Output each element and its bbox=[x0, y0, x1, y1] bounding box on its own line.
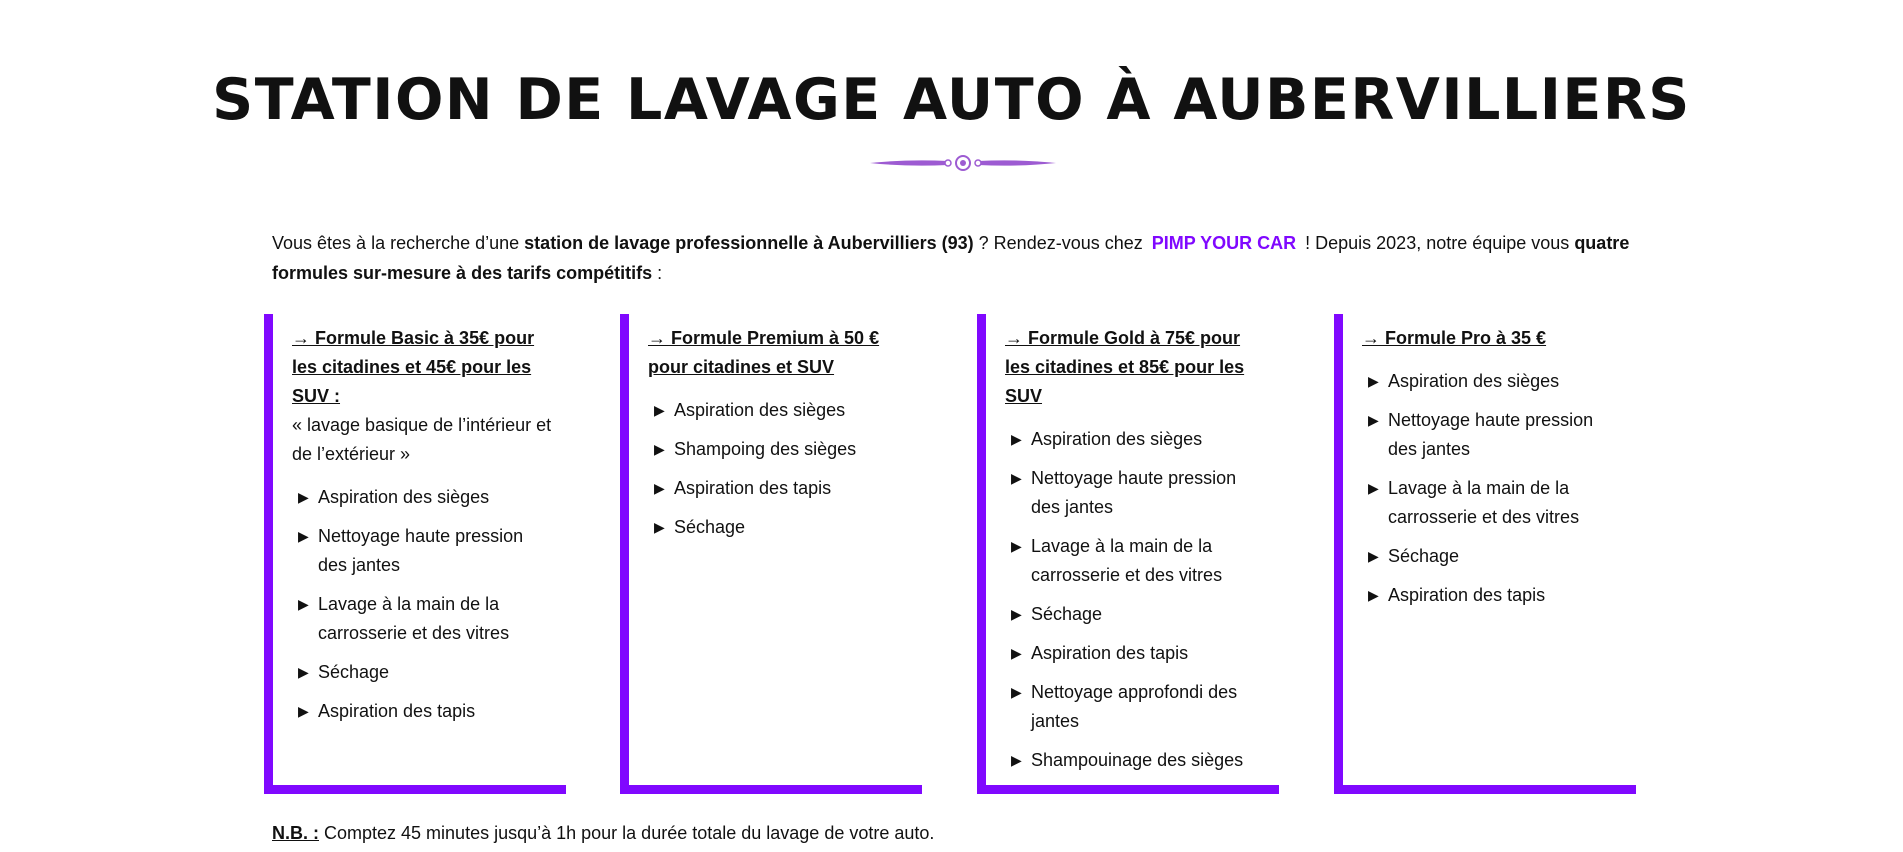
list-item-label: Shampoing des sièges bbox=[674, 439, 857, 459]
bullet-triangle-icon: ▶ bbox=[1011, 431, 1022, 447]
bullet-triangle-icon: ▶ bbox=[298, 664, 309, 680]
list-item-label: Séchage bbox=[674, 517, 746, 537]
list-item-label: Aspiration des sièges bbox=[1388, 371, 1560, 391]
list-item bbox=[648, 513, 908, 542]
list-item bbox=[648, 474, 908, 503]
card-formule-pro bbox=[1334, 314, 1636, 794]
card-feature-list bbox=[648, 396, 908, 542]
list-item-label: Séchage bbox=[1031, 604, 1103, 624]
bullet-triangle-icon: ▶ bbox=[1011, 538, 1022, 554]
list-item-label: Aspiration des tapis bbox=[318, 701, 476, 721]
bullet-triangle-icon: ▶ bbox=[1011, 684, 1022, 700]
note-paragraph bbox=[272, 818, 934, 848]
intro-bold-2: quatre formules sur-mesure à des tarifs compétitifs bbox=[272, 233, 1630, 283]
list-item bbox=[1005, 678, 1265, 736]
intro-bold-1: station de lavage professionnelle à Aubervilliers (93) bbox=[524, 233, 974, 253]
intro-text-3: ! Depuis 2023, notre équipe vous bbox=[1300, 233, 1575, 253]
list-item bbox=[1005, 425, 1265, 454]
bullet-triangle-icon: ▶ bbox=[654, 519, 665, 535]
list-item bbox=[1362, 581, 1622, 610]
note-text: Comptez 45 minutes jusqu’à 1h pour la durée totale du lavage de votre auto. bbox=[319, 823, 935, 843]
list-item-label: Lavage à la main de la carrosserie et des vitres bbox=[1031, 536, 1223, 585]
list-item bbox=[1362, 406, 1622, 464]
bullet-triangle-icon: ▶ bbox=[298, 528, 309, 544]
bullet-triangle-icon: ▶ bbox=[1368, 373, 1379, 389]
intro-text-4: : bbox=[652, 263, 663, 283]
list-item bbox=[1362, 367, 1622, 396]
list-item bbox=[292, 658, 552, 687]
list-item bbox=[292, 483, 552, 512]
card-feature-list bbox=[292, 483, 552, 726]
list-item-label: Nettoyage haute pression des jantes bbox=[1031, 468, 1237, 517]
list-item bbox=[648, 435, 908, 464]
bullet-triangle-icon: ▶ bbox=[1368, 480, 1379, 496]
bullet-triangle-icon: ▶ bbox=[1011, 752, 1022, 768]
card-feature-list bbox=[1362, 367, 1622, 610]
intro-paragraph bbox=[272, 228, 1652, 288]
list-item-label: Aspiration des sièges bbox=[674, 400, 846, 420]
bullet-triangle-icon: ▶ bbox=[1368, 412, 1379, 428]
list-item-label: Aspiration des tapis bbox=[674, 478, 832, 498]
bullet-triangle-icon: ▶ bbox=[654, 402, 665, 418]
list-item bbox=[1005, 746, 1265, 775]
bullet-triangle-icon: ▶ bbox=[654, 480, 665, 496]
list-item-label: Nettoyage approfondi des jantes bbox=[1031, 682, 1238, 731]
bullet-triangle-icon: ▶ bbox=[1011, 606, 1022, 622]
list-item-label: Aspiration des sièges bbox=[1031, 429, 1203, 449]
page-title: STATION DE LAVAGE AUTO À AUBERVILLIERS bbox=[212, 67, 1691, 133]
list-item bbox=[648, 396, 908, 425]
bullet-triangle-icon: ▶ bbox=[1011, 645, 1022, 661]
list-item bbox=[292, 590, 552, 648]
card-formule-gold bbox=[977, 314, 1279, 794]
list-item-label: Séchage bbox=[1388, 546, 1460, 566]
bullet-triangle-icon: ▶ bbox=[1368, 548, 1379, 564]
list-item-label: Nettoyage haute pression des jantes bbox=[318, 526, 524, 575]
bullet-triangle-icon: ▶ bbox=[298, 596, 309, 612]
intro-text-1: Vous êtes à la recherche d’une bbox=[272, 233, 525, 253]
list-item-label: Séchage bbox=[318, 662, 390, 682]
list-item-label: Lavage à la main de la carrosserie et des vitres bbox=[1388, 478, 1580, 527]
list-item-label: Aspiration des tapis bbox=[1031, 643, 1189, 663]
card-formule-premium bbox=[620, 314, 922, 794]
list-item bbox=[1005, 532, 1265, 590]
list-item bbox=[292, 697, 552, 726]
list-item-label: Nettoyage haute pression des jantes bbox=[1388, 410, 1594, 459]
list-item bbox=[292, 522, 552, 580]
bullet-triangle-icon: ▶ bbox=[1368, 587, 1379, 603]
card-subtitle: « lavage basique de l’intérieur et de l’extérieur » bbox=[292, 415, 552, 464]
list-item-label: Lavage à la main de la carrosserie et des vitres bbox=[318, 594, 510, 643]
bullet-triangle-icon: ▶ bbox=[1011, 470, 1022, 486]
list-item bbox=[1362, 542, 1622, 571]
list-item-label: Aspiration des sièges bbox=[318, 487, 490, 507]
list-item-label: Shampouinage des sièges bbox=[1031, 750, 1244, 770]
card-formule-basic bbox=[264, 314, 566, 794]
card-heading: → Formule Gold à 75€ pour les citadines et 85€ pour les SUV bbox=[1005, 328, 1245, 406]
note-label: N.B. : bbox=[272, 823, 319, 843]
brand-name: PIMP YOUR CAR bbox=[1151, 233, 1297, 253]
list-item bbox=[1005, 639, 1265, 668]
card-heading: → Formule Premium à 50 € pour citadines et SUV bbox=[648, 328, 880, 377]
card-heading: → Formule Basic à 35€ pour les citadines et 45€ pour les SUV : bbox=[292, 328, 535, 406]
card-heading: → Formule Pro à 35 € bbox=[1362, 328, 1547, 348]
ornament-divider-icon bbox=[868, 152, 1058, 174]
list-item bbox=[1005, 464, 1265, 522]
list-item bbox=[1005, 600, 1265, 629]
list-item bbox=[1362, 474, 1622, 532]
bullet-triangle-icon: ▶ bbox=[654, 441, 665, 457]
card-feature-list bbox=[1005, 425, 1265, 775]
bullet-triangle-icon: ▶ bbox=[298, 489, 309, 505]
bullet-triangle-icon: ▶ bbox=[298, 703, 309, 719]
list-item-label: Aspiration des tapis bbox=[1388, 585, 1546, 605]
intro-text-2: ? Rendez-vous chez bbox=[973, 233, 1148, 253]
